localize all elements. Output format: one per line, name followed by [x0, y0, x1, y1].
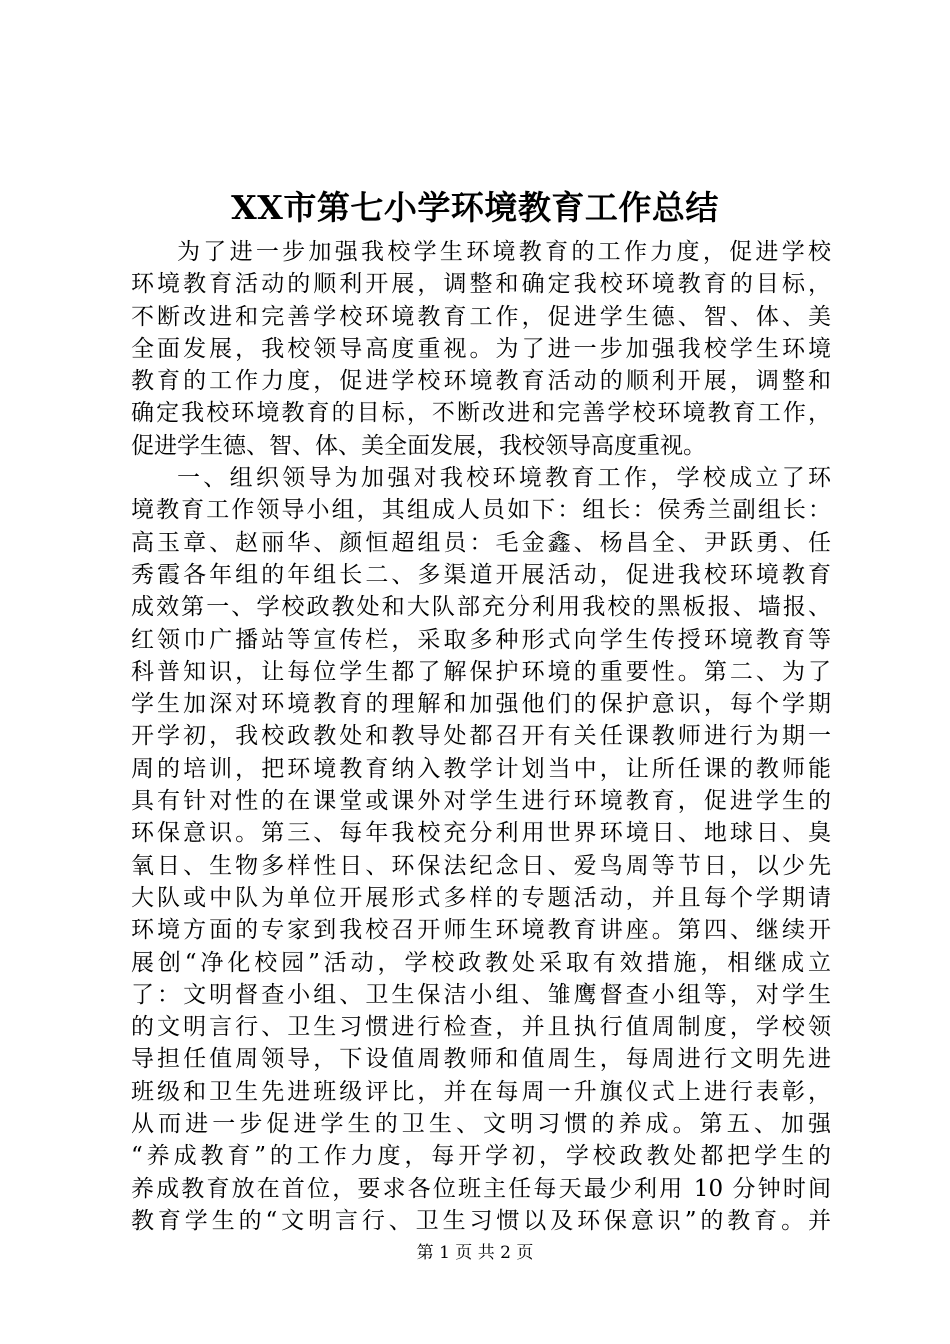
text-line: 开学初，我校政教处和教导处都召开有关任课教师进行为期一: [131, 723, 831, 750]
text-line: 大队或中队为单位开展形式多样的专题活动，并且每个学期请: [131, 884, 831, 911]
text-line: 促进学生德、智、体、美全面发展，我校领导高度重视。: [131, 432, 706, 459]
text-line: 为了进一步加强我校学生环境教育的工作力度，促进学校: [177, 239, 831, 265]
text-line: 不断改进和完善学校环境教育工作，促进学生德、智、体、美: [131, 303, 831, 330]
text-line: 的文明言行、卫生习惯进行检查，并且执行值周制度，学校领: [131, 1014, 831, 1041]
text-line: 成效第一、学校政教处和大队部充分利用我校的黑板报、墙报、: [131, 594, 831, 621]
text-line: 环境方面的专家到我校召开师生环境教育讲座。第四、继续开: [131, 917, 831, 944]
text-line: 氧日、生物多样性日、环保法纪念日、爱鸟周等节日，以少先: [131, 852, 831, 879]
text-line: 境教育工作领导小组，其组成人员如下：组长：侯秀兰副组长：: [131, 497, 831, 524]
text-line: 班级和卫生先进班级评比，并在每周一升旗仪式上进行表彰，: [131, 1078, 831, 1105]
document-title: XX市第七小学环境教育工作总结: [231, 188, 719, 227]
page-footer: 第 1 页 共 2 页: [416, 1243, 534, 1263]
text-line: 秀霞各年组的年组长二、多渠道开展活动，促进我校环境教育: [131, 561, 831, 588]
text-line: 科普知识，让每位学生都了解保护环境的重要性。第二、为了: [131, 658, 831, 685]
text-line: 高玉章、赵丽华、颜恒超组员：毛金鑫、杨昌全、尹跃勇、任: [131, 529, 831, 556]
text-line: 养成教育放在首位，要求各位班主任每天最少利用 10 分钟时间: [131, 1175, 831, 1202]
text-line: 教育的工作力度，促进学校环境教育活动的顺利开展，调整和: [131, 368, 831, 395]
text-line: 教育学生的“文明言行、卫生习惯以及环保意识”的教育。并: [131, 1207, 831, 1234]
text-line: 一、组织领导为加强对我校环境教育工作，学校成立了环: [177, 465, 831, 492]
text-line: 导担任值周领导，下设值周教师和值周生，每周进行文明先进: [131, 1046, 831, 1073]
text-line: 红领巾广播站等宣传栏，采取多种形式向学生传授环境教育等: [131, 626, 831, 653]
text-line: 全面发展，我校领导高度重视。为了进一步加强我校学生环境: [131, 335, 831, 362]
text-line: 从而进一步促进学生的卫生、文明习惯的养成。第五、加强: [131, 1111, 831, 1138]
text-line: 学生加深对环境教育的理解和加强他们的保护意识，每个学期: [131, 691, 831, 718]
text-line: 展创“净化校园”活动，学校政教处采取有效措施，相继成立: [131, 949, 831, 976]
text-line: 了：文明督查小组、卫生保洁小组、雏鹰督查小组等，对学生: [131, 981, 831, 1008]
text-line: 周的培训，把环境教育纳入教学计划当中，让所任课的教师能: [131, 755, 831, 782]
text-line: 确定我校环境教育的目标，不断改进和完善学校环境教育工作，: [131, 400, 831, 427]
text-line: 环境教育活动的顺利开展，调整和确定我校环境教育的目标，: [131, 271, 831, 298]
text-line: 具有针对性的在课堂或课外对学生进行环境教育，促进学生的: [131, 788, 831, 815]
document-body: [131, 236, 831, 1237]
text-line: 环保意识。第三、每年我校充分利用世界环境日、地球日、臭: [131, 820, 831, 847]
text-line: “养成教育”的工作力度，每开学初，学校政教处都把学生的: [131, 1143, 831, 1170]
